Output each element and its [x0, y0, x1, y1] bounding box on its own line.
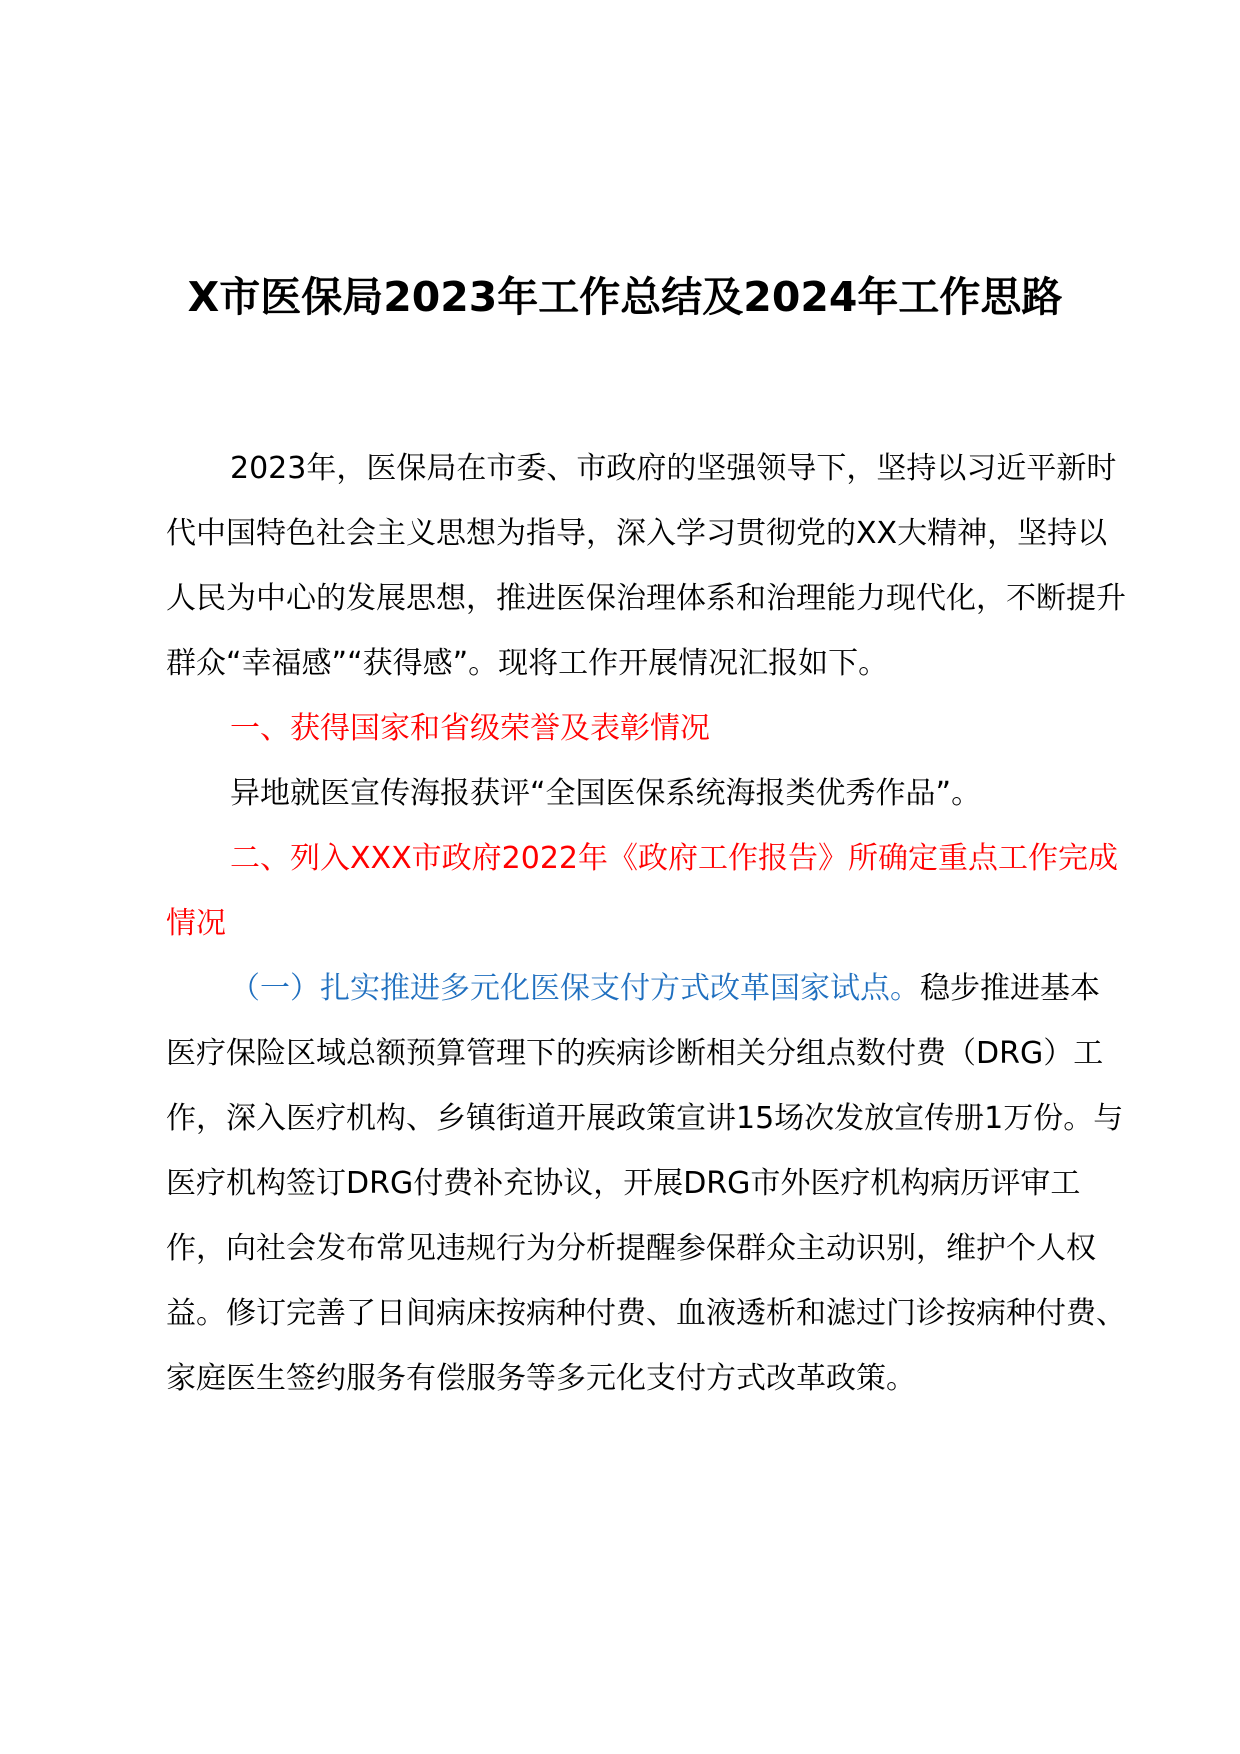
subsection-1-body: 稳步推进基本医疗保险区域总额预算管理下的疾病诊断相关分组点数付费（DRG）工作，深入医疗机构、乡镇街道开展政策宣讲15场次发放宣传册1万份。与医疗机构签订DRG付费补充协议，开展DRG市外医疗机构病历评审工作，向社会发布常见违规行为分析提醒参保群众主动识别，维护个人权益。修订完善了日间病床按病种付费、血液透析和滤过门诊按病种付费、家庭医生签约服务有偿服务等多元化支付方式改革政策。 [166, 971, 1126, 1396]
section-heading-1: 一、获得国家和省级荣誉及表彰情况 [230, 711, 710, 746]
subsection-1-paragraph [166, 956, 1126, 1411]
intro-paragraph: 2023年，医保局在市委、市政府的坚强领导下，坚持以习近平新时代中国特色社会主义思想为指导，深入学习贯彻党的XX大精神，坚持以人民为中心的发展思想，推进医保治理体系和治理能力现代化，不断提升群众“幸福感”“获得感”。现将工作开展情况汇报如下。 [166, 451, 1126, 681]
document-title: X市医保局2023年工作总结及2024年工作思路 [187, 273, 1063, 321]
document-body [166, 436, 1126, 1411]
honor-paragraph: 异地就医宣传海报获评“全国医保系统海报类优秀作品”。 [230, 776, 982, 811]
subsection-heading-1: （一）扎实推进多元化医保支付方式改革国家试点。 [230, 971, 920, 1006]
section-heading-2: 二、列入XXX市政府2022年《政府工作报告》所确定重点工作完成情况 [166, 841, 1119, 941]
